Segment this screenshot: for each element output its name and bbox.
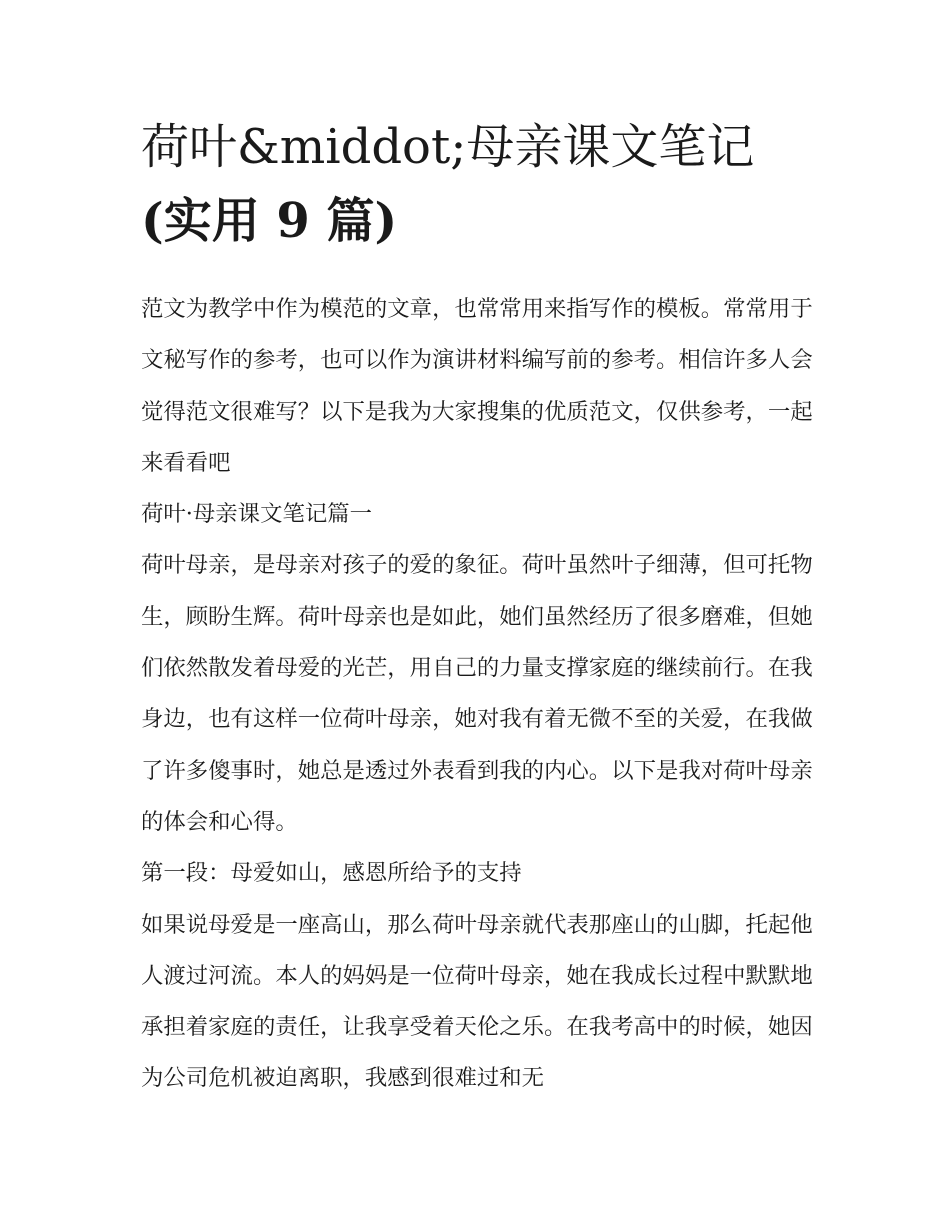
document-page <box>141 110 813 1105</box>
document-title <box>141 110 813 258</box>
document-body <box>141 284 813 1105</box>
body-paragraph: 荷叶母亲，是母亲对孩子的爱的象征。荷叶虽然叶子细薄，但可托物生，顾盼生辉。荷叶母亲也是如此，她们虽然经历了很多磨难，但她们依然散发着母爱的光芒，用自己的力量支撑家庭的继续前行。在我身边，也有这样一位荷叶母亲，她对我有着无微不至的关爱，在我做了许多傻事时，她总是透过外表看到我的内心。以下是我对荷叶母亲的体会和心得。 <box>141 552 813 835</box>
body-paragraph: 如果说母爱是一座高山，那么荷叶母亲就代表那座山的山脚，托起他人渡过河流。本人的妈妈是一位荷叶母亲，她在我成长过程中默默地承担着家庭的责任，让我享受着天伦之乐。在我考高中的时候，她因为公司危机被迫离职，我感到很难过和无 <box>141 911 813 1092</box>
intro-paragraph: 范文为教学中作为模范的文章，也常常用来指写作的模板。常常用于文秘写作的参考，也可以作为演讲材料编写前的参考。相信许多人会觉得范文很难写？以下是我为大家搜集的优质范文，仅供参考，一起来看看吧 <box>141 296 813 476</box>
subsection-heading: 第一段：母爱如山，感恩所给予的支持 <box>141 860 522 887</box>
title-line-1: 荷叶&middot;母亲课文笔记 <box>141 119 755 175</box>
title-line-2: (实用 9 篇) <box>141 193 398 249</box>
section-heading: 荷叶·母亲课文笔记篇一 <box>141 501 373 528</box>
